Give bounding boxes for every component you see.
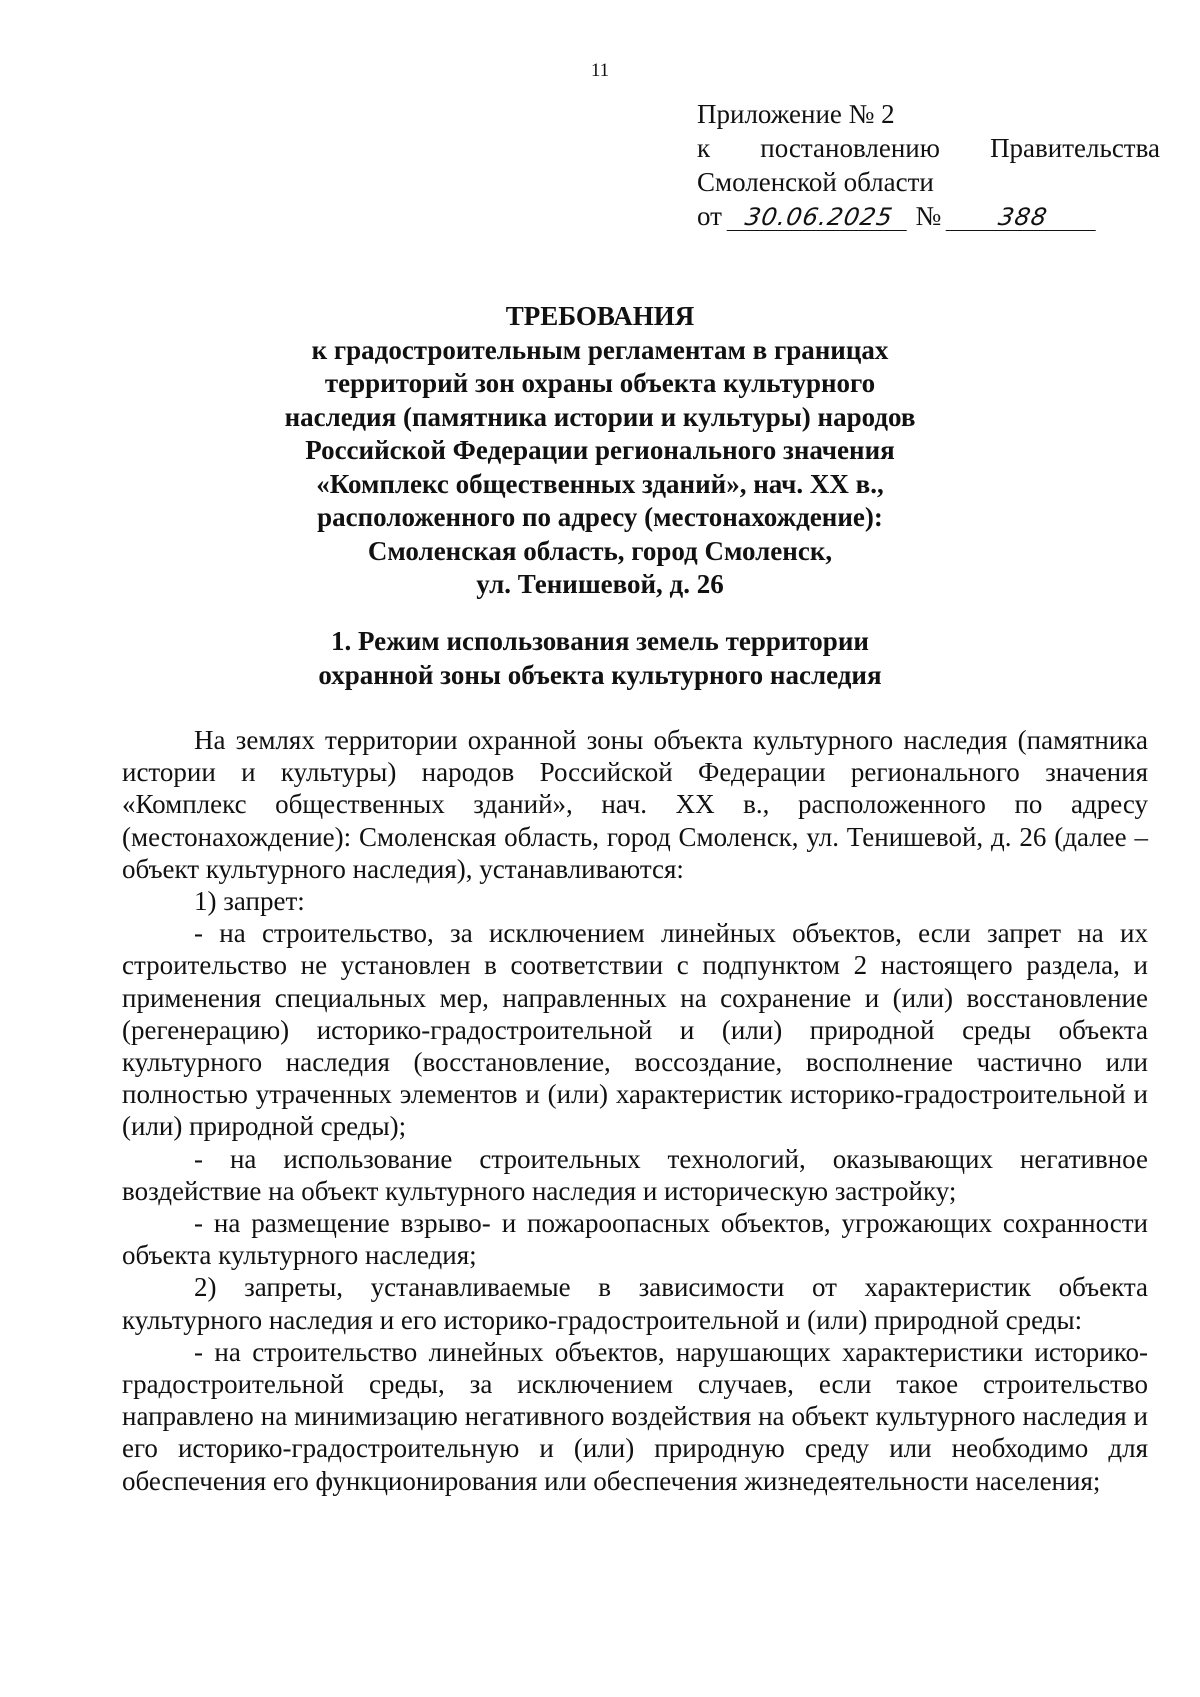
appendix-block <box>697 97 1160 233</box>
paragraph: 2) запреты, устанавливаемые в зависимости от характеристик объекта культурного наследия и его историко-градостроительной и (или) природной среды: <box>122 1272 1148 1335</box>
title-line: к градостроительным регламентам в границах <box>311 334 889 365</box>
title-line: расположенного по адресу (местонахождение): <box>317 502 883 532</box>
handwritten-date: 30.06.2025 <box>726 204 911 231</box>
appendix-date-line <box>697 199 1160 233</box>
paragraph: - на строительство, за исключением линейных объектов, если запрет на их строительство не установлен в соответствии с подпунктом 2 настоящего раздела, и применения специальных мер, направленных на сохранение и (или) восстановление (регенерацию) историко-градостроительной и (или) природной среды объекта культурного наследия (восстановление, воссоздание, восполнение частично или полностью утраченных элементов и (или) характеристик историко-градостроительной и (или) природной среды); <box>122 918 1148 1142</box>
section-heading-line: охранной зоны объекта культурного наследия <box>318 659 882 690</box>
appendix-decree: постановлению <box>760 133 940 163</box>
title-line: ул. Тенишевой, д. 26 <box>476 569 724 599</box>
title-line: наследия (памятника истории и культуры) народов <box>284 401 916 432</box>
title-line: Смоленская область, город Смоленск, <box>367 535 833 566</box>
title-heading: ТРЕБОВАНИЯ <box>505 301 695 331</box>
appendix-from: от <box>697 201 722 231</box>
handwritten-number: 388 <box>946 204 1101 231</box>
body-text <box>122 724 1148 1497</box>
number-sign: № <box>915 201 942 231</box>
appendix-government: Правительства <box>990 133 1160 163</box>
title-line: Российской Федерации регионального значения <box>305 435 895 465</box>
paragraph: - на размещение взрыво- и пожароопасных объектов, угрожающих сохранности объекта культурного наследия; <box>122 1208 1148 1271</box>
appendix-to: к <box>697 133 711 163</box>
section-heading <box>120 625 1080 692</box>
title-line: территорий зон охраны объекта культурного <box>324 368 876 398</box>
section-heading-line: 1. Режим использования земель территории <box>331 626 869 656</box>
page-number: 11 <box>590 60 610 81</box>
appendix-decree-line <box>697 131 1160 165</box>
paragraph: На землях территории охранной зоны объекта культурного наследия (памятника истории и культуры) народов Российской Федерации регионального значения «Комплекс общественных зданий», нач. XX в., расположенного по адресу (местонахождение): Смоленская область, город Смоленск, ул. Тенишевой, д. 26 (далее – объект культурного наследия), устанавливаются: <box>122 725 1148 884</box>
appendix-region: Смоленской области <box>697 167 934 197</box>
paragraph: - на строительство линейных объектов, нарушающих характеристики историко-градостроительной среды, за исключением случаев, если такое строительство направлено на минимизацию негативного воздействия на объект культурного наследия и его историко-градостроительную и (или) природную среду или необходимо для обеспечения его функционирования или обеспечения жизнедеятельности населения; <box>122 1336 1148 1496</box>
appendix-title: Приложение № 2 <box>697 99 895 129</box>
paragraph: - на использование строительных технологий, оказывающих негативное воздействие на объект культурного наследия и историческую застройку; <box>122 1143 1148 1206</box>
title-line: «Комплекс общественных зданий», нач. XX в., <box>316 468 884 499</box>
document-title <box>120 300 1080 602</box>
paragraph: 1) запрет: <box>194 886 305 917</box>
